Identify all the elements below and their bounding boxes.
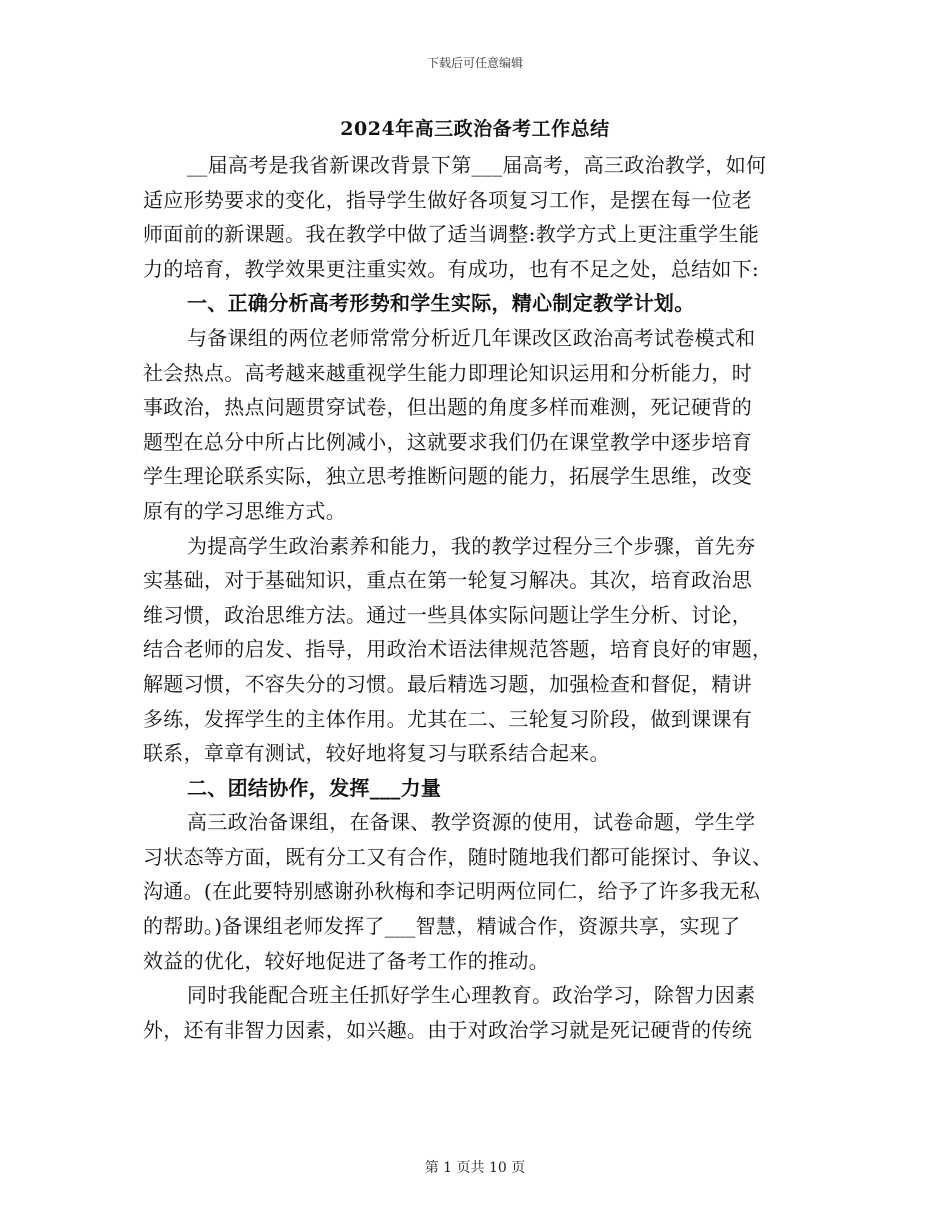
body-line: 维习惯，政治思维方法。通过一些具体实际问题让学生分析、讨论， [143, 602, 752, 627]
body-line: 学生理论联系实际，独立思考推断问题的能力，拓展学生思维，改变 [143, 464, 752, 489]
body-line: 外，还有非智力因素，如兴趣。由于对政治学习就是死记硬背的传统 [143, 1017, 752, 1042]
body-line: 解题习惯，不容失分的习惯。最后精选习题，加强检查和督促，精讲 [143, 671, 752, 696]
body-line: 习状态等方面，既有分工又有合作，随时随地我们都可能探讨、争议、 [143, 844, 773, 869]
body-line: 效益的优化，较好地促进了备考工作的推动。 [143, 948, 549, 973]
body-line: 的帮助。)备课组老师发挥了___智慧，精诚合作，资源共享，实现了 [143, 914, 741, 939]
body-line: 多练，发挥学生的主体作用。尤其在二、三轮复习阶段，做到课课有 [143, 706, 752, 731]
page-footer: 第 1 页共 10 页 [424, 1160, 526, 1176]
body-line: __届高考是我省新课改背景下第___届高考，高三政治教学，如何 [187, 153, 767, 177]
body-line: 与备课组的两位老师常常分析近几年课改区政治高考试卷模式和 [187, 325, 756, 350]
body-line: 社会热点。高考越来越重视学生能力即理论知识运用和分析能力，时 [143, 360, 752, 385]
body-line: 结合老师的启发、指导，用政治术语法律规范答题，培育良好的审题， [143, 637, 773, 662]
body-line: 适应形势要求的变化，指导学生做好各项复习工作，是摆在每一位老 [143, 187, 752, 212]
section-heading: 一、正确分析高考形势和学生实际，精心制定教学计划。 [187, 291, 695, 316]
body-line: 师面前的新课题。我在教学中做了适当调整:教学方式上更注重学生能 [143, 222, 760, 247]
body-line: 沟通。(在此要特别感谢孙秋梅和李记明两位同仁，给予了许多我无私 [143, 879, 761, 904]
body-line: 联系，章章有测试，较好地将复习与联系结合起来。 [143, 741, 610, 766]
document-title: 2024年高三政治备考工作总结 [340, 118, 610, 140]
body-line: 力的培育，教学效果更注重实效。有成功，也有不足之处，总结如下: [143, 256, 760, 281]
body-line: 事政治，热点问题贯穿试卷，但出题的角度多样而难测，死记硬背的 [143, 395, 752, 420]
header-note: 下载后可任意编辑 [426, 56, 523, 70]
body-line: 为提高学生政治素养和能力，我的教学过程分三个步骤，首先夯 [187, 533, 756, 558]
body-line: 高三政治备课组，在备课、教学资源的使用，试卷命题，学生学 [187, 810, 756, 835]
body-line: 同时我能配合班主任抓好学生心理教育。政治学习，除智力因素 [187, 983, 756, 1008]
document-body [143, 148, 807, 1047]
body-line: 实基础，对于基础知识，重点在第一轮复习解决。其次，培育政治思 [143, 568, 752, 593]
body-line: 题型在总分中所占比例减小，这就要求我们仍在课堂教学中逐步培育 [143, 429, 752, 454]
body-line: 原有的学习思维方式。 [143, 498, 346, 523]
section-heading: 二、团结协作，发挥___力量 [187, 775, 442, 800]
